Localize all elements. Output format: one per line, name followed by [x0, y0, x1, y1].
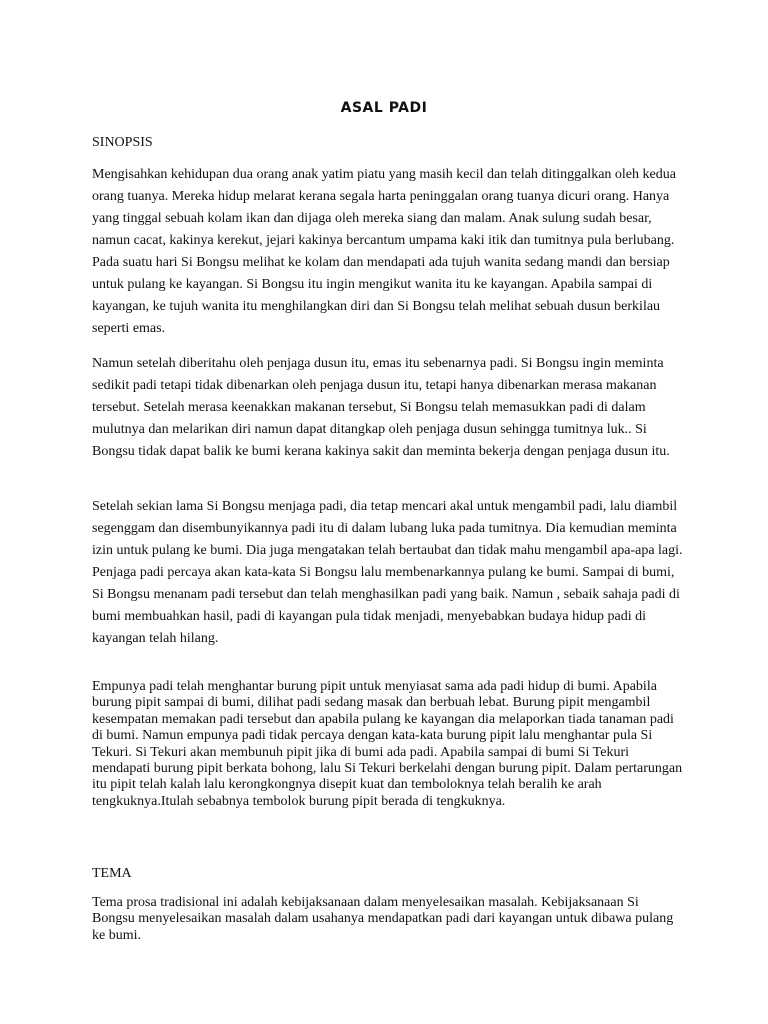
sinopsis-paragraph-2: Namun setelah diberitahu oleh penjaga dusun itu, emas itu sebenarnya padi. Si Bongsu ingin meminta sedikit padi tetapi tidak dibenarkan oleh penjaga dusun itu, tetapi hanya dibenarkan merasa makanan tersebut. Setelah merasa keenakkan makanan tersebut, Si Bongsu telah memasukkan padi di dalam mulutnya dan melarikan diri namun dapat ditangkap oleh penjaga dusun sehingga tumitnya luk.. Si Bongsu tidak dapat balik ke bumi kerana kakinya sakit dan meminta bekerja dengan penjaga dusun itu. — [92, 356, 670, 459]
sinopsis-paragraph-1: Mengisahkan kehidupan dua orang anak yatim piatu yang masih kecil dan telah ditinggalkan oleh kedua orang tuanya. Mereka hidup melarat kerana segala harta peninggalan orang tuanya dicuri orang. Hanya yang tinggal sebuah kolam ikan dan dijaga oleh mereka siang dan malam. Anak sulung sudah besar, namun cacat, kakinya kerekut, jejari kakinya bercantum umpama kaki itik dan tumitnya pula berlubang. Pada suatu hari Si Bongsu melihat ke kolam dan mendapati ada tujuh wanita sedang mandi dan bersiap untuk pulang ke kayangan. Si Bongsu itu ingin mengikut wanita itu ke kayangan. Apabila sampai di kayangan, ke tujuh wanita itu menghilangkan diri dan Si Bongsu telah melihat sebuah dusun berkilau seperti emas. — [92, 167, 676, 336]
section-heading-sinopsis: SINOPSIS — [92, 135, 153, 150]
tema-paragraph: Tema prosa tradisional ini adalah kebijaksanaan dalam menyelesaikan masalah. Kebijaksanaan Si Bongsu menyelesaikan masalah dalam usahanya mendapatkan padi dari kayangan untuk dibawa pulang ke bumi. — [92, 895, 674, 943]
sinopsis-paragraph-3: Setelah sekian lama Si Bongsu menjaga padi, dia tetap mencari akal untuk mengambil padi, lalu diambil segenggam dan disembunyikannya padi itu di dalam lubang luka pada tumitnya. Dia kemudian meminta izin untuk pulang ke bumi. Dia juga mengatakan telah bertaubat dan tidak mahu mengambil apa-apa lagi. Penjaga padi percaya akan kata-kata Si Bongsu lalu membenarkannya pulang ke bumi. Sampai di bumi, Si Bongsu menanam padi tersebut dan telah menghasilkan padi yang baik. Namun , sebaik sahaja padi di bumi membuahkan hasil, padi di kayangan pula tidak menjadi, menyebabkan budaya hidup padi di kayangan telah hilang. — [92, 499, 683, 646]
document-title: ASAL PADI — [340, 100, 428, 116]
section-heading-tema: TEMA — [92, 866, 132, 881]
sinopsis-paragraph-4: Empunya padi telah menghantar burung pipit untuk menyiasat sama ada padi hidup di bumi. Apabila burung pipit sampai di bumi, dilihat padi sedang masak dan berbuah lebat. Burung pipit mengambil kesempatan memakan padi tersebut dan apabila pulang ke kayangan dia melaporkan tiada tanaman padi di bumi. Namun empunya padi tidak percaya dengan kata-kata burung pipit lalu menghantar pula Si Tekuri. Si Tekuri akan membunuh pipit jika di bumi ada padi. Apabila sampai di bumi Si Tekuri mendapati burung pipit berkata bohong, lalu Si Tekuri berkelahi dengan burung pipit. Dalam pertarungan itu pipit telah kalah lalu kerongkongnya disepit kuat dan temboloknya telah beralih ke arah tengkuknya.Itulah sebabnya tembolok burung pipit berada di tengkuknya. — [92, 679, 683, 809]
